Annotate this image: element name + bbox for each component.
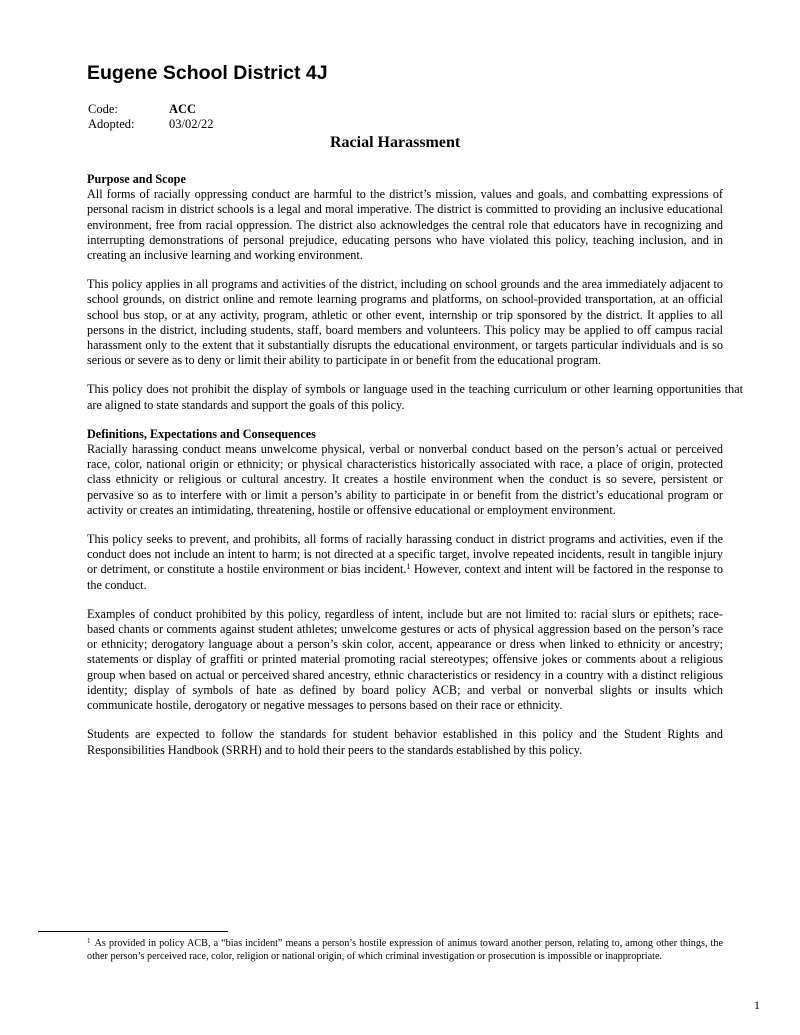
policy-title: Racial Harassment	[330, 134, 461, 151]
adopted-row	[88, 117, 213, 132]
definitions-paragraph-2-text: This policy seeks to prevent, and prohibits, all forms of racially harassing conduct in district programs and activities, even if the conduct does not include an intent to harm; is not directed at a specific target, involve repeated incidents, result in tangible injury or detriment, or constitute a hostile environment or bias incident.	[87, 532, 723, 577]
footnote-text: As provided in policy ACB, a “bias incident” means a person’s hostile expression of animus toward another person, relating to, among other things, the other person’s perceived race, color, religion or national origin, of which criminal investigation or prosecution is impossible or inappropriate.	[87, 938, 723, 962]
adopted-value: 03/02/22	[169, 117, 214, 131]
district-name: Eugene School District 4J	[87, 62, 328, 84]
purpose-paragraph-2: This policy applies in all programs and activities of the district, including on school grounds and the area immediately adjacent to school grounds, on district online and remote learning programs and platforms, on school-provided transportation, at an official school bus stop, or at any activity, program, athletic or other event, internship or trip sponsored by the district. It applies to all persons in the district, including students, staff, board members and volunteers. This policy may be applied to off campus racial harassment only to the extent that it substantially disrupts the educational environment, or targets particular individuals and is so serious or severe as to deny or limit their ability to participate in or benefit from the educational program.	[87, 277, 723, 368]
purpose-heading: Purpose and Scope	[87, 172, 186, 186]
definitions-paragraph-3: Examples of conduct prohibited by this policy, regardless of intent, include but are not limited to: racial slurs or epithets; race-based chants or comments against student athletes; unwelcome gestures or acts of physical aggression based on the person’s race or ethnicity; derogatory language about a person’s skin color, accent, appearance or dress when linked to ethnicity or ancestry; statements or display of graffiti or printed material promoting racial stereotypes; offensive jokes or comments about a religious group when based on actual or perceived shared ancestry, ethnic characteristics or residency in a country with a distinct religious identity; display of symbols of hate as defined by board policy ACB; and verbal or nonverbal slights or insults which communicate hostile, derogatory or negative messages to persons based on their race or ethnicity.	[87, 606, 723, 713]
policy-meta	[88, 102, 213, 132]
purpose-paragraph-1: All forms of racially oppressing conduct are harmful to the district’s mission, values and goals, and combatting expressions of personal racism in district schools is a legal and moral imperative. The district is committed to providing an inclusive educational environment, free from racial oppression. The district also acknowledges the central role that educators have in recognizing and interrupting demonstrations of personal prejudice, educating persons who have violated this policy, teaching inclusion, and in creating an inclusive learning and working environment.	[87, 187, 723, 263]
footnote	[87, 937, 723, 963]
definitions-paragraph-4: Students are expected to follow the standards for student behavior established in this policy and the Student Rights and Responsibilities Handbook (SRRH) and to hold their peers to the standards established by this policy.	[87, 727, 723, 757]
footnote-marker: 1	[87, 937, 91, 945]
footnote-reference[interactable]: 1	[406, 562, 411, 572]
purpose-paragraph-3: This policy does not prohibit the display of symbols or language used in the teaching curriculum or other learning opportunities that are aligned to state standards and support the goals of this policy.	[87, 382, 743, 412]
definitions-paragraph-2	[87, 532, 723, 593]
code-label: Code:	[88, 102, 118, 116]
adopted-label: Adopted:	[88, 117, 135, 131]
footnote-divider	[38, 931, 228, 932]
code-row	[88, 102, 213, 117]
definitions-heading: Definitions, Expectations and Consequences	[87, 426, 316, 441]
definitions-paragraph-1: Racially harassing conduct means unwelcome physical, verbal or nonverbal conduct based on the person’s actual or perceived race, color, national origin or ethnicity; or physical characteristics historically associated with race, a place of origin, protected class ethnicity or religious or cultural ancestry. It creates a hostile environment when the conduct is so severe, persistent or pervasive so as to interfere with or limit a person’s ability to participate in or benefit from the district’s educational program or activity or creates an intimidating, threatening, hostile or offensive educational or employment environment.	[87, 442, 723, 517]
page-number: 1	[754, 998, 760, 1012]
code-value: ACC	[169, 102, 197, 116]
policy-body	[87, 172, 743, 758]
definitions-paragraph-2-tail: However, context and intent will be factored in the response to the conduct.	[87, 562, 723, 592]
